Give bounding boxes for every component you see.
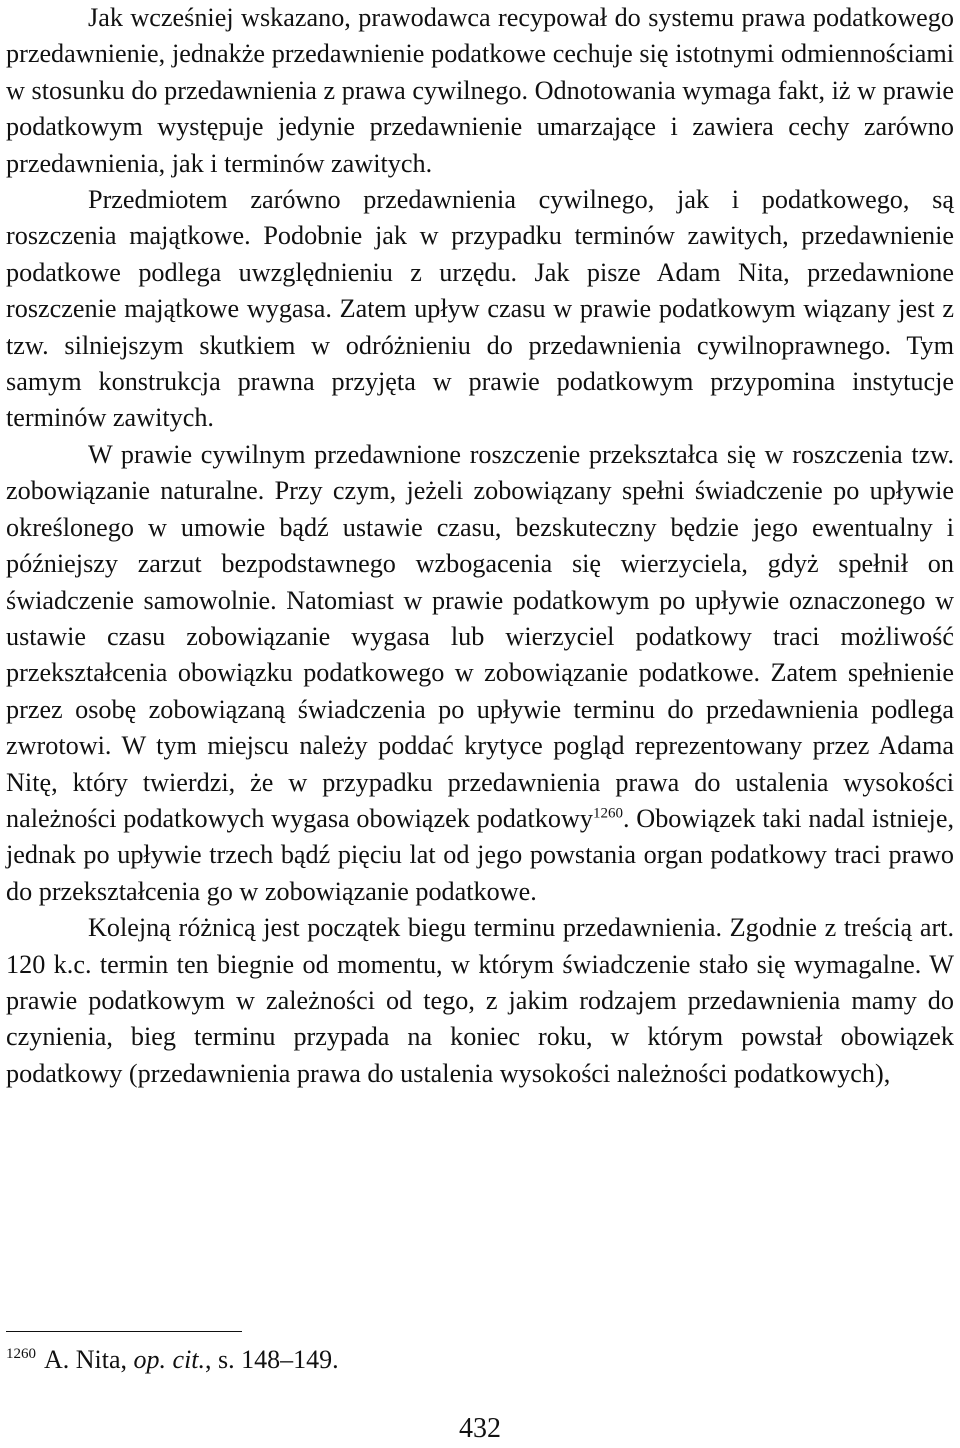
footnote-number: 1260 <box>6 1346 36 1363</box>
footnote-separator <box>6 1331 242 1332</box>
footnote-author: A. Nita, <box>44 1345 128 1374</box>
page-number: 432 <box>459 1413 501 1444</box>
paragraph-4: Kolejną różnicą jest początek biegu terminu przedawnienia. Zgodnie z treścią art. 120 k.c. termin ten biegnie od momentu, w którym świadczenie stało się wymagalne. W prawie podatkowym w zależności od tego, z jakim rodzajem przedawnienia mamy do czynienia, bieg terminu przypada na koniec roku, w którym powstał obowiązek podatkowy (przedawnienia prawa do ustalenia wysokości należności podatkowych), <box>6 913 954 1088</box>
paragraph-3-text-after: . Obowiązek taki nadal istnieje, jednak po upływie trzech bądź pięciu lat od jego powstania organ podatkowy traci prawo do przekształcenia go w zobowiązanie podatkowe. <box>6 803 954 906</box>
footnote <box>6 1340 339 1380</box>
main-text <box>6 0 954 1092</box>
footnote-ref-italic: op. cit. <box>133 1345 206 1374</box>
footnote-pages: , s. 148–149. <box>205 1345 339 1374</box>
footnote-reference[interactable]: 1260 <box>593 805 623 822</box>
paragraph-3-text-before: W prawie cywilnym przedawnione roszczenie przekształca się w roszczenia tzw. zobowiązanie naturalne. Przy czym, jeżeli zobowiązany spełni świadczenie po upływie określonego w umowie bądź ustawie czasu, bezskuteczny będzie jego ewentualny i późniejszy zarzut bezpodstawnego wzbogacenia się wierzyciela, gdyż spełnił on świadczenie samowolnie. Natomiast w prawie podatkowym po upływie oznaczonego w ustawie czasu zobowiązanie wygasa lub wierzyciel podatkowy traci możliwość przekształcenia obowiązku podatkowego w zobowiązanie podatkowe. Zatem spełnienie przez osobę zobowiązaną świadczenia po upływie terminu do przedawnienia podlega zwrotowi. W tym miejscu należy poddać krytyce pogląd reprezentowany przez Adama Nitę, który twierdzi, że w przypadku przedawnienia prawa do ustalenia wysokości należności podatkowych wygasa obowiązek podatkowy <box>6 439 954 833</box>
paragraph-1: Jak wcześniej wskazano, prawodawca recypował do systemu prawa podatkowego przedawnienie, jednakże przedawnienie podatkowe cechuje się istotnymi odmiennościami w stosunku do przedawnienia z prawa cywilnego. Odnotowania wymaga fakt, iż w prawie podatkowym występuje jedynie przedawnienie umarzające i zawiera cechy zarówno przedawnienia, jak i terminów zawitych. <box>6 3 954 178</box>
paragraph-3 <box>6 437 954 910</box>
paragraph-2: Przedmiotem zarówno przedawnienia cywilnego, jak i podatkowego, są roszczenia majątkowe. Podobnie jak w przypadku terminów zawitych, przedawnienie podatkowe podlega uwzględnieniu z urzędu. Jak pisze Adam Nita, przedawnione roszczenie majątkowe wygasa. Zatem upływ czasu w prawie podatkowym wiązany jest z tzw. silniejszym skutkiem w odróżnieniu do przedawnienia cywilnoprawnego. Tym samym konstrukcja prawna przyjęta w prawie podatkowym przypomina instytucje terminów zawitych. <box>6 185 954 433</box>
